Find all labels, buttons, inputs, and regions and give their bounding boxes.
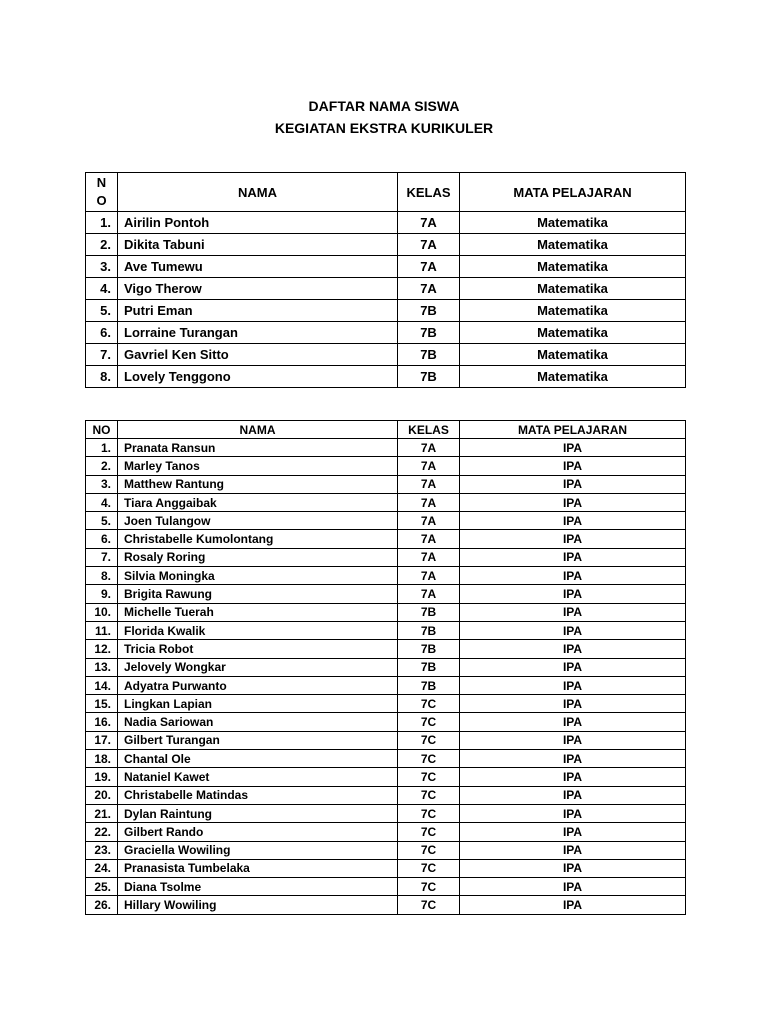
cell-mapel: IPA: [460, 823, 686, 841]
cell-nama: Jelovely Wongkar: [118, 658, 398, 676]
cell-no: 5.: [86, 512, 118, 530]
cell-kelas: 7B: [398, 300, 460, 322]
table-row: [86, 493, 686, 511]
cell-nama: Gilbert Turangan: [118, 731, 398, 749]
cell-nama: Chantal Ole: [118, 750, 398, 768]
cell-no: 6.: [86, 530, 118, 548]
cell-kelas: 7A: [398, 457, 460, 475]
cell-nama: Dikita Tabuni: [118, 234, 398, 256]
cell-kelas: 7C: [398, 695, 460, 713]
cell-nama: Pranasista Tumbelaka: [118, 859, 398, 877]
cell-nama: Christabelle Matindas: [118, 786, 398, 804]
cell-no: 15.: [86, 695, 118, 713]
cell-kelas: 7A: [398, 234, 460, 256]
table-row: [86, 366, 686, 388]
table-ipa: [85, 420, 686, 915]
header-no-line-2: O: [96, 193, 107, 208]
cell-kelas: 7A: [398, 256, 460, 278]
table-row: [86, 695, 686, 713]
cell-mapel: IPA: [460, 768, 686, 786]
cell-no: 4.: [86, 493, 118, 511]
cell-mapel: IPA: [460, 695, 686, 713]
cell-no: 26.: [86, 896, 118, 914]
cell-nama: Putri Eman: [118, 300, 398, 322]
table-row: [86, 621, 686, 639]
header-mapel: MATA PELAJARAN: [460, 173, 686, 212]
table-row: [86, 512, 686, 530]
cell-kelas: 7C: [398, 896, 460, 914]
table-row: [86, 457, 686, 475]
cell-mapel: IPA: [460, 750, 686, 768]
cell-mapel: IPA: [460, 457, 686, 475]
cell-mapel: IPA: [460, 676, 686, 694]
table-row: [86, 658, 686, 676]
cell-nama: Hillary Wowiling: [118, 896, 398, 914]
cell-no: 8.: [86, 567, 118, 585]
cell-no: 4.: [86, 278, 118, 300]
cell-mapel: IPA: [460, 567, 686, 585]
cell-mapel: Matematika: [460, 344, 686, 366]
cell-no: 13.: [86, 658, 118, 676]
cell-no: 17.: [86, 731, 118, 749]
cell-kelas: 7B: [398, 603, 460, 621]
cell-nama: Michelle Tuerah: [118, 603, 398, 621]
cell-no: 3.: [86, 256, 118, 278]
cell-no: 1.: [86, 212, 118, 234]
cell-nama: Nataniel Kawet: [118, 768, 398, 786]
cell-kelas: 7A: [398, 493, 460, 511]
cell-kelas: 7A: [398, 530, 460, 548]
table-row: [86, 640, 686, 658]
cell-nama: Tiara Anggaibak: [118, 493, 398, 511]
cell-nama: Matthew Rantung: [118, 475, 398, 493]
cell-mapel: Matematika: [460, 234, 686, 256]
cell-nama: Dylan Raintung: [118, 804, 398, 822]
cell-no: 7.: [86, 548, 118, 566]
cell-mapel: IPA: [460, 878, 686, 896]
cell-nama: Nadia Sariowan: [118, 713, 398, 731]
table-row: [86, 731, 686, 749]
table-row: [86, 234, 686, 256]
cell-no: 11.: [86, 621, 118, 639]
cell-kelas: 7C: [398, 768, 460, 786]
cell-mapel: IPA: [460, 548, 686, 566]
header-kelas: KELAS: [398, 173, 460, 212]
cell-mapel: IPA: [460, 804, 686, 822]
table-row: [86, 841, 686, 859]
cell-no: 22.: [86, 823, 118, 841]
header-nama: NAMA: [118, 173, 398, 212]
table-row: [86, 603, 686, 621]
cell-no: 9.: [86, 585, 118, 603]
cell-kelas: 7B: [398, 366, 460, 388]
cell-mapel: IPA: [460, 585, 686, 603]
table-row: [86, 256, 686, 278]
table-row: [86, 713, 686, 731]
cell-mapel: Matematika: [460, 256, 686, 278]
table-row: [86, 344, 686, 366]
table-row: [86, 567, 686, 585]
cell-kelas: 7C: [398, 841, 460, 859]
table-header-row: [86, 421, 686, 439]
cell-nama: Diana Tsolme: [118, 878, 398, 896]
cell-kelas: 7B: [398, 621, 460, 639]
cell-mapel: IPA: [460, 713, 686, 731]
cell-no: 12.: [86, 640, 118, 658]
cell-nama: Marley Tanos: [118, 457, 398, 475]
cell-nama: Joen Tulangow: [118, 512, 398, 530]
cell-mapel: IPA: [460, 603, 686, 621]
cell-no: 5.: [86, 300, 118, 322]
cell-mapel: IPA: [460, 621, 686, 639]
cell-kelas: 7A: [398, 567, 460, 585]
cell-no: 23.: [86, 841, 118, 859]
cell-nama: Lorraine Turangan: [118, 322, 398, 344]
table-row: [86, 322, 686, 344]
cell-no: 7.: [86, 344, 118, 366]
cell-kelas: 7B: [398, 322, 460, 344]
table-row: [86, 439, 686, 457]
table-row: [86, 804, 686, 822]
cell-no: 21.: [86, 804, 118, 822]
cell-no: 1.: [86, 439, 118, 457]
table-row: [86, 212, 686, 234]
cell-kelas: 7B: [398, 676, 460, 694]
cell-mapel: IPA: [460, 475, 686, 493]
table-row: [86, 750, 686, 768]
table-row: [86, 585, 686, 603]
cell-kelas: 7C: [398, 878, 460, 896]
header-no: [86, 173, 118, 212]
header-mapel: MATA PELAJARAN: [460, 421, 686, 439]
cell-nama: Florida Kwalik: [118, 621, 398, 639]
cell-mapel: Matematika: [460, 322, 686, 344]
header-nama: NAMA: [118, 421, 398, 439]
document-title: [0, 95, 768, 139]
table-row: [86, 278, 686, 300]
cell-mapel: Matematika: [460, 278, 686, 300]
cell-mapel: IPA: [460, 493, 686, 511]
cell-mapel: IPA: [460, 731, 686, 749]
cell-mapel: IPA: [460, 439, 686, 457]
cell-nama: Gavriel Ken Sitto: [118, 344, 398, 366]
cell-nama: Adyatra Purwanto: [118, 676, 398, 694]
cell-nama: Lovely Tenggono: [118, 366, 398, 388]
cell-nama: Lingkan Lapian: [118, 695, 398, 713]
cell-nama: Silvia Moningka: [118, 567, 398, 585]
cell-nama: Graciella Wowiling: [118, 841, 398, 859]
cell-mapel: IPA: [460, 512, 686, 530]
cell-no: 16.: [86, 713, 118, 731]
table-row: [86, 676, 686, 694]
cell-mapel: Matematika: [460, 300, 686, 322]
cell-mapel: IPA: [460, 530, 686, 548]
cell-nama: Tricia Robot: [118, 640, 398, 658]
cell-mapel: IPA: [460, 658, 686, 676]
table-row: [86, 300, 686, 322]
cell-kelas: 7B: [398, 640, 460, 658]
cell-nama: Gilbert Rando: [118, 823, 398, 841]
table-row: [86, 475, 686, 493]
cell-no: 14.: [86, 676, 118, 694]
cell-no: 6.: [86, 322, 118, 344]
cell-no: 19.: [86, 768, 118, 786]
table-row: [86, 823, 686, 841]
cell-nama: Christabelle Kumolontang: [118, 530, 398, 548]
cell-no: 2.: [86, 234, 118, 256]
cell-kelas: 7C: [398, 859, 460, 877]
cell-kelas: 7C: [398, 786, 460, 804]
cell-kelas: 7C: [398, 713, 460, 731]
table-row: [86, 548, 686, 566]
cell-nama: Ave Tumewu: [118, 256, 398, 278]
table-row: [86, 768, 686, 786]
cell-nama: Airilin Pontoh: [118, 212, 398, 234]
cell-nama: Rosaly Roring: [118, 548, 398, 566]
table-header-row: [86, 173, 686, 212]
cell-no: 3.: [86, 475, 118, 493]
cell-no: 2.: [86, 457, 118, 475]
title-line-1: DAFTAR NAMA SISWA: [308, 98, 460, 114]
cell-no: 20.: [86, 786, 118, 804]
cell-no: 8.: [86, 366, 118, 388]
cell-mapel: IPA: [460, 640, 686, 658]
header-no: NO: [86, 421, 118, 439]
cell-kelas: 7C: [398, 823, 460, 841]
cell-kelas: 7A: [398, 548, 460, 566]
cell-kelas: 7C: [398, 750, 460, 768]
cell-kelas: 7B: [398, 658, 460, 676]
cell-mapel: IPA: [460, 896, 686, 914]
cell-kelas: 7A: [398, 278, 460, 300]
cell-mapel: IPA: [460, 841, 686, 859]
cell-kelas: 7A: [398, 439, 460, 457]
table-row: [86, 530, 686, 548]
cell-no: 24.: [86, 859, 118, 877]
cell-kelas: 7C: [398, 804, 460, 822]
table-matematika: [85, 172, 686, 388]
table-row: [86, 786, 686, 804]
cell-mapel: Matematika: [460, 212, 686, 234]
table-row: [86, 878, 686, 896]
header-kelas: KELAS: [398, 421, 460, 439]
cell-mapel: IPA: [460, 859, 686, 877]
cell-kelas: 7B: [398, 344, 460, 366]
table-row: [86, 896, 686, 914]
cell-no: 18.: [86, 750, 118, 768]
cell-nama: Vigo Therow: [118, 278, 398, 300]
cell-mapel: Matematika: [460, 366, 686, 388]
cell-kelas: 7A: [398, 512, 460, 530]
cell-kelas: 7A: [398, 475, 460, 493]
cell-no: 25.: [86, 878, 118, 896]
cell-nama: Brigita Rawung: [118, 585, 398, 603]
cell-no: 10.: [86, 603, 118, 621]
cell-kelas: 7A: [398, 212, 460, 234]
table-row: [86, 859, 686, 877]
title-line-2: KEGIATAN EKSTRA KURIKULER: [274, 120, 494, 136]
cell-nama: Pranata Ransun: [118, 439, 398, 457]
cell-kelas: 7A: [398, 585, 460, 603]
header-no-line-1: N: [96, 175, 107, 190]
cell-kelas: 7C: [398, 731, 460, 749]
cell-mapel: IPA: [460, 786, 686, 804]
